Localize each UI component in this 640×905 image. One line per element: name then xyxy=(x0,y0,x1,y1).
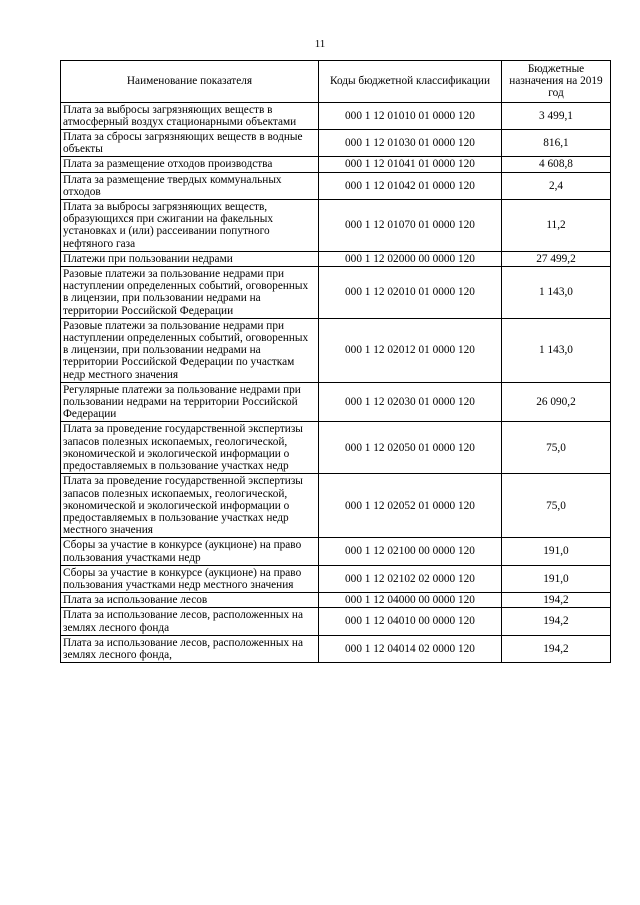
table-row xyxy=(61,593,611,608)
header-budget-amount: Бюджетные назначения на 2019 год xyxy=(502,61,611,103)
row-name: Плата за выбросы загрязняющих веществ в атмосферный воздух стационарными объектами xyxy=(61,102,319,129)
table-row xyxy=(61,474,611,538)
header-indicator-name: Наименование показателя xyxy=(61,61,319,103)
table-row xyxy=(61,172,611,199)
row-name: Плата за использование лесов xyxy=(61,593,319,608)
row-code: 000 1 12 04000 00 0000 120 xyxy=(319,593,502,608)
row-amount: 75,0 xyxy=(502,422,611,474)
row-name: Плата за размещение отходов производства xyxy=(61,157,319,172)
header-budget-code: Коды бюджетной классификации xyxy=(319,61,502,103)
row-name: Сборы за участие в конкурсе (аукционе) на право пользования участками недр местного значения xyxy=(61,565,319,592)
row-code: 000 1 12 02000 00 0000 120 xyxy=(319,251,502,266)
table-row xyxy=(61,251,611,266)
row-code: 000 1 12 02102 02 0000 120 xyxy=(319,565,502,592)
page-number: 11 xyxy=(314,38,326,50)
row-amount: 3 499,1 xyxy=(502,102,611,129)
row-amount: 194,2 xyxy=(502,608,611,635)
table-row xyxy=(61,422,611,474)
row-code: 000 1 12 02052 01 0000 120 xyxy=(319,474,502,538)
row-code: 000 1 12 01010 01 0000 120 xyxy=(319,102,502,129)
row-amount: 194,2 xyxy=(502,635,611,662)
row-amount: 1 143,0 xyxy=(502,267,611,319)
row-amount: 2,4 xyxy=(502,172,611,199)
row-amount: 191,0 xyxy=(502,565,611,592)
row-amount: 4 608,8 xyxy=(502,157,611,172)
row-name: Плата за размещение твердых коммунальных отходов xyxy=(61,172,319,199)
table-row xyxy=(61,157,611,172)
row-code: 000 1 12 01042 01 0000 120 xyxy=(319,172,502,199)
row-name: Плата за использование лесов, расположенных на землях лесного фонда, xyxy=(61,635,319,662)
row-name: Плата за выбросы загрязняющих веществ, образующихся при сжигании на факельных установках и (или) рассеивании попутного нефтяного газа xyxy=(61,200,319,252)
table-row xyxy=(61,565,611,592)
budget-table xyxy=(60,60,611,663)
row-code: 000 1 12 02100 00 0000 120 xyxy=(319,538,502,565)
row-amount: 816,1 xyxy=(502,130,611,157)
row-name: Платежи при пользовании недрами xyxy=(61,251,319,266)
row-name: Плата за использование лесов, расположенных на землях лесного фонда xyxy=(61,608,319,635)
table-row xyxy=(61,608,611,635)
row-amount: 11,2 xyxy=(502,200,611,252)
table-row xyxy=(61,200,611,252)
row-code: 000 1 12 02050 01 0000 120 xyxy=(319,422,502,474)
row-amount: 75,0 xyxy=(502,474,611,538)
row-amount: 26 090,2 xyxy=(502,382,611,422)
table-row xyxy=(61,635,611,662)
row-code: 000 1 12 04014 02 0000 120 xyxy=(319,635,502,662)
row-name: Разовые платежи за пользование недрами при наступлении определенных событий, оговоренных в лицензии, при пользовании недрами на территории Российской Федерации xyxy=(61,267,319,319)
row-name: Плата за сбросы загрязняющих веществ в водные объекты xyxy=(61,130,319,157)
row-name: Плата за проведение государственной экспертизы запасов полезных ископаемых, геологической, экономической и экологической информации о предоставляемых в пользование участках недр xyxy=(61,422,319,474)
row-name: Разовые платежи за пользование недрами при наступлении определенных событий, оговоренных в лицензии, при пользовании недрами на территории Российской Федерации по участкам недр местного значения xyxy=(61,318,319,382)
table-row xyxy=(61,267,611,319)
row-amount: 27 499,2 xyxy=(502,251,611,266)
table-row xyxy=(61,382,611,422)
row-name: Регулярные платежи за пользование недрами при пользовании недрами на территории Российской Федерации xyxy=(61,382,319,422)
table-row xyxy=(61,538,611,565)
row-code: 000 1 12 01030 01 0000 120 xyxy=(319,130,502,157)
table-row xyxy=(61,102,611,129)
row-code: 000 1 12 04010 00 0000 120 xyxy=(319,608,502,635)
row-amount: 194,2 xyxy=(502,593,611,608)
row-code: 000 1 12 01041 01 0000 120 xyxy=(319,157,502,172)
row-code: 000 1 12 02010 01 0000 120 xyxy=(319,267,502,319)
table-header-row xyxy=(61,61,611,103)
row-name: Сборы за участие в конкурсе (аукционе) на право пользования участками недр xyxy=(61,538,319,565)
row-code: 000 1 12 02012 01 0000 120 xyxy=(319,318,502,382)
table-row xyxy=(61,318,611,382)
row-amount: 191,0 xyxy=(502,538,611,565)
row-name: Плата за проведение государственной экспертизы запасов полезных ископаемых, геологической, экономической и экологической информации о предоставляемых в пользование участках недр местного значения xyxy=(61,474,319,538)
table-row xyxy=(61,130,611,157)
row-code: 000 1 12 01070 01 0000 120 xyxy=(319,200,502,252)
row-code: 000 1 12 02030 01 0000 120 xyxy=(319,382,502,422)
row-amount: 1 143,0 xyxy=(502,318,611,382)
